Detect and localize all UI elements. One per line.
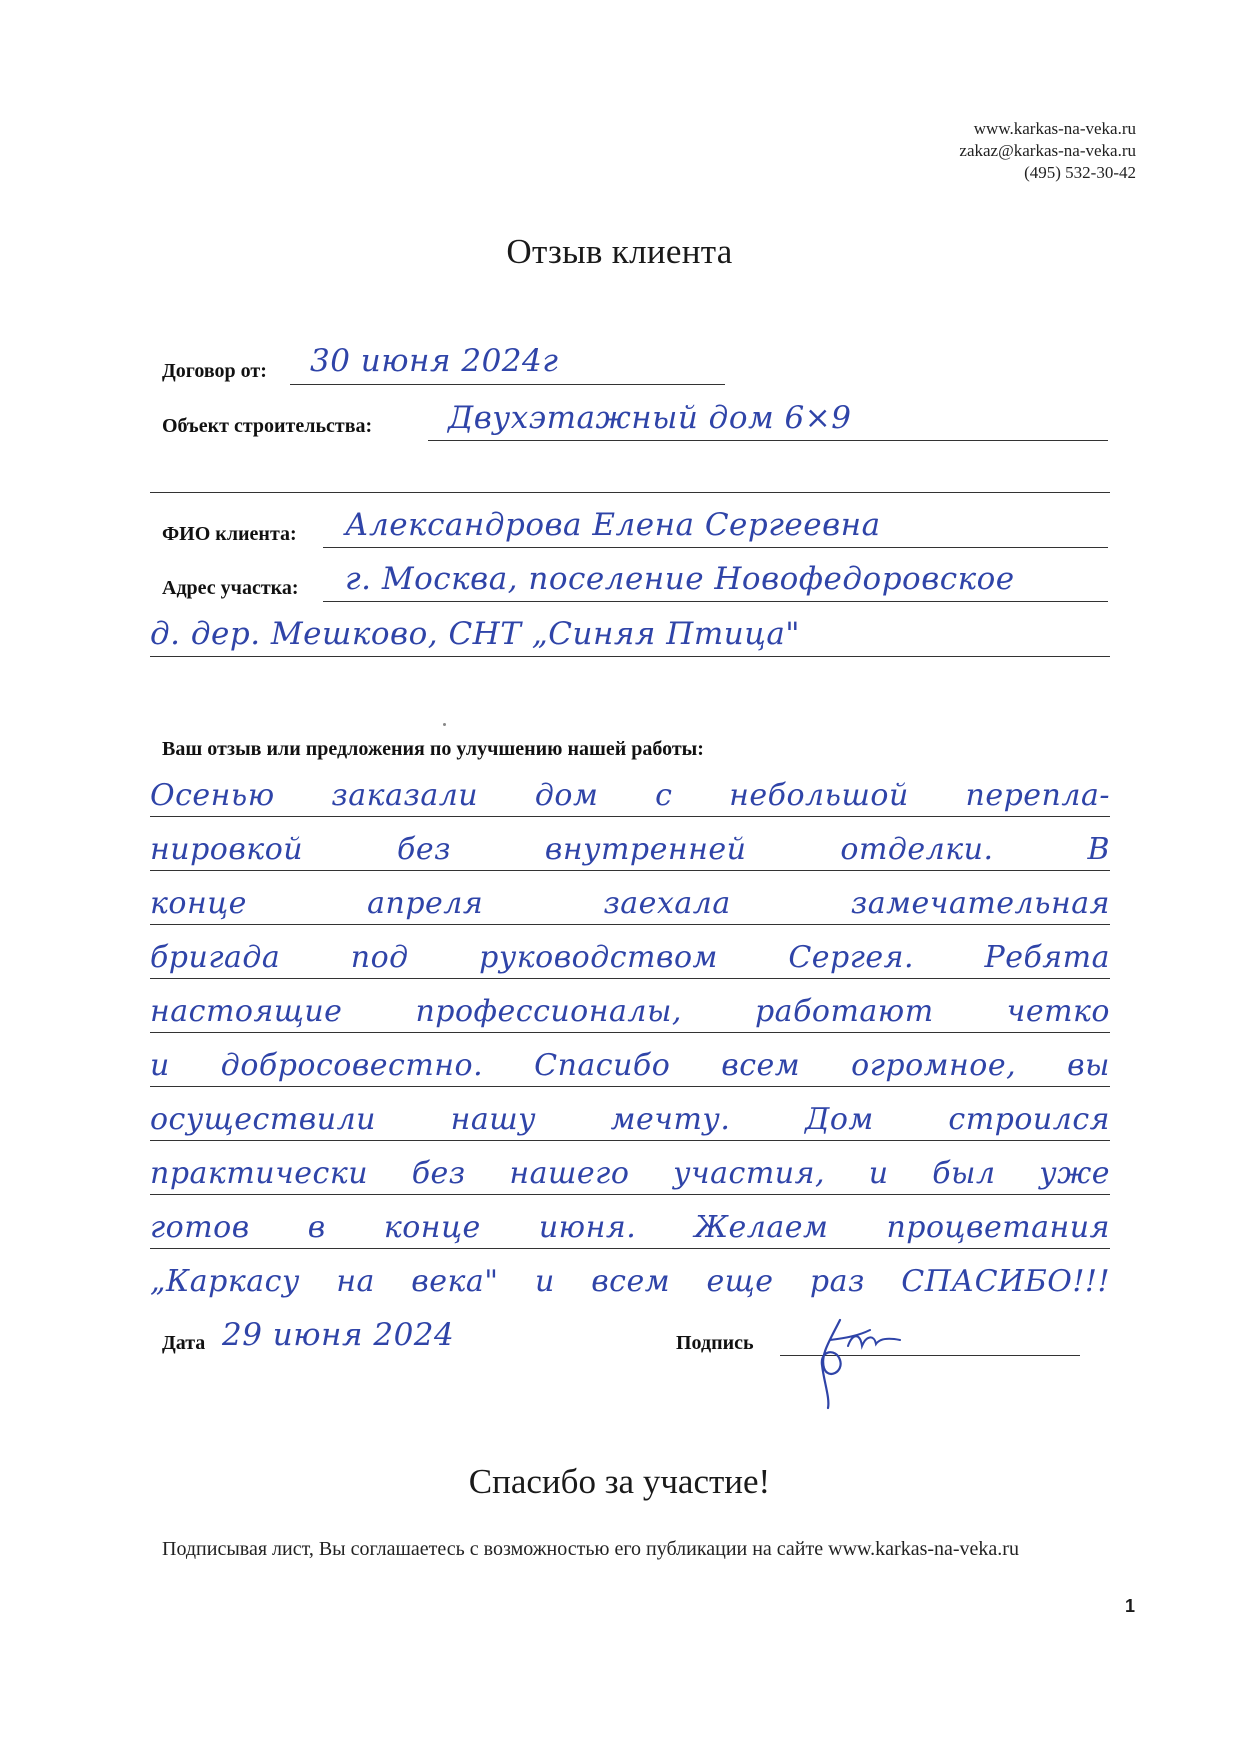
scan-speck <box>443 723 446 726</box>
address-underline <box>323 601 1108 602</box>
contract-label: Договор от: <box>162 360 267 382</box>
review-line: Осенью заказали дом с небольшой перепла- <box>150 778 1110 813</box>
review-line: и добросовестно. Спасибо всем огромное, вы <box>150 1048 1110 1083</box>
date-value: 29 июня 2024 <box>222 1317 455 1353</box>
client-underline <box>323 547 1108 548</box>
object-value: Двухэтажный дом 6×9 <box>448 400 852 436</box>
email-link[interactable]: zakaz@karkas-na-veka.ru <box>959 141 1136 160</box>
review-rule <box>150 1194 1110 1195</box>
review-line: бригада под руководством Сергея. Ребята <box>150 940 1110 975</box>
website-link[interactable]: www.karkas-na-veka.ru <box>973 119 1136 138</box>
review-rule <box>150 816 1110 817</box>
review-rule <box>150 1032 1110 1033</box>
review-rule <box>150 978 1110 979</box>
signature-image <box>800 1310 940 1410</box>
address-value-line2: д. дер. Мешково, СНТ „Синяя Птица" <box>150 616 801 652</box>
review-label: Ваш отзыв или предложения по улучшению нашей работы: <box>162 738 704 760</box>
object-underline <box>428 440 1108 441</box>
review-line: готов в конце июня. Желаем процветания <box>150 1210 1110 1245</box>
review-rule <box>150 870 1110 871</box>
review-line: конце апреля заехала замечательная <box>150 886 1110 921</box>
address-label: Адрес участка: <box>162 577 299 599</box>
review-rule <box>150 1140 1110 1141</box>
review-line: практически без нашего участия, и был уже <box>150 1156 1110 1191</box>
address-underline-2 <box>150 656 1110 657</box>
date-label: Дата <box>162 1332 206 1354</box>
page-title: Отзыв клиента <box>506 232 733 271</box>
client-label: ФИО клиента: <box>162 523 297 545</box>
object-underline-2 <box>150 492 1110 493</box>
review-line: нировкой без внутренней отделки. В <box>150 832 1110 867</box>
review-line: настоящие профессионалы, работают четко <box>150 994 1110 1029</box>
contract-underline <box>290 384 725 385</box>
phone-number: (495) 532-30-42 <box>1024 163 1136 182</box>
review-rule <box>150 924 1110 925</box>
address-value-line1: г. Москва, поселение Новофедоровское <box>345 561 1015 597</box>
contract-date-value: 30 июня 2024г <box>310 343 559 379</box>
review-rule <box>150 1086 1110 1087</box>
consent-note: Подписывая лист, Вы соглашаетесь с возможностью его публикации на сайте www.karkas-na-veka.ru <box>162 1538 1019 1560</box>
review-rule <box>150 1248 1110 1249</box>
page-number: 1 <box>1124 1596 1135 1616</box>
client-name-value: Александрова Елена Сергеевна <box>345 507 881 543</box>
signature-label: Подпись <box>676 1332 754 1354</box>
thanks-heading: Спасибо за участие! <box>468 1462 771 1501</box>
contact-block <box>959 118 1136 184</box>
review-line: осуществили нашу мечту. Дом строился <box>150 1102 1110 1137</box>
review-line: „Каркасу на века" и всем еще раз СПАСИБО!!! <box>150 1264 1110 1299</box>
object-label: Объект строительства: <box>162 415 373 437</box>
